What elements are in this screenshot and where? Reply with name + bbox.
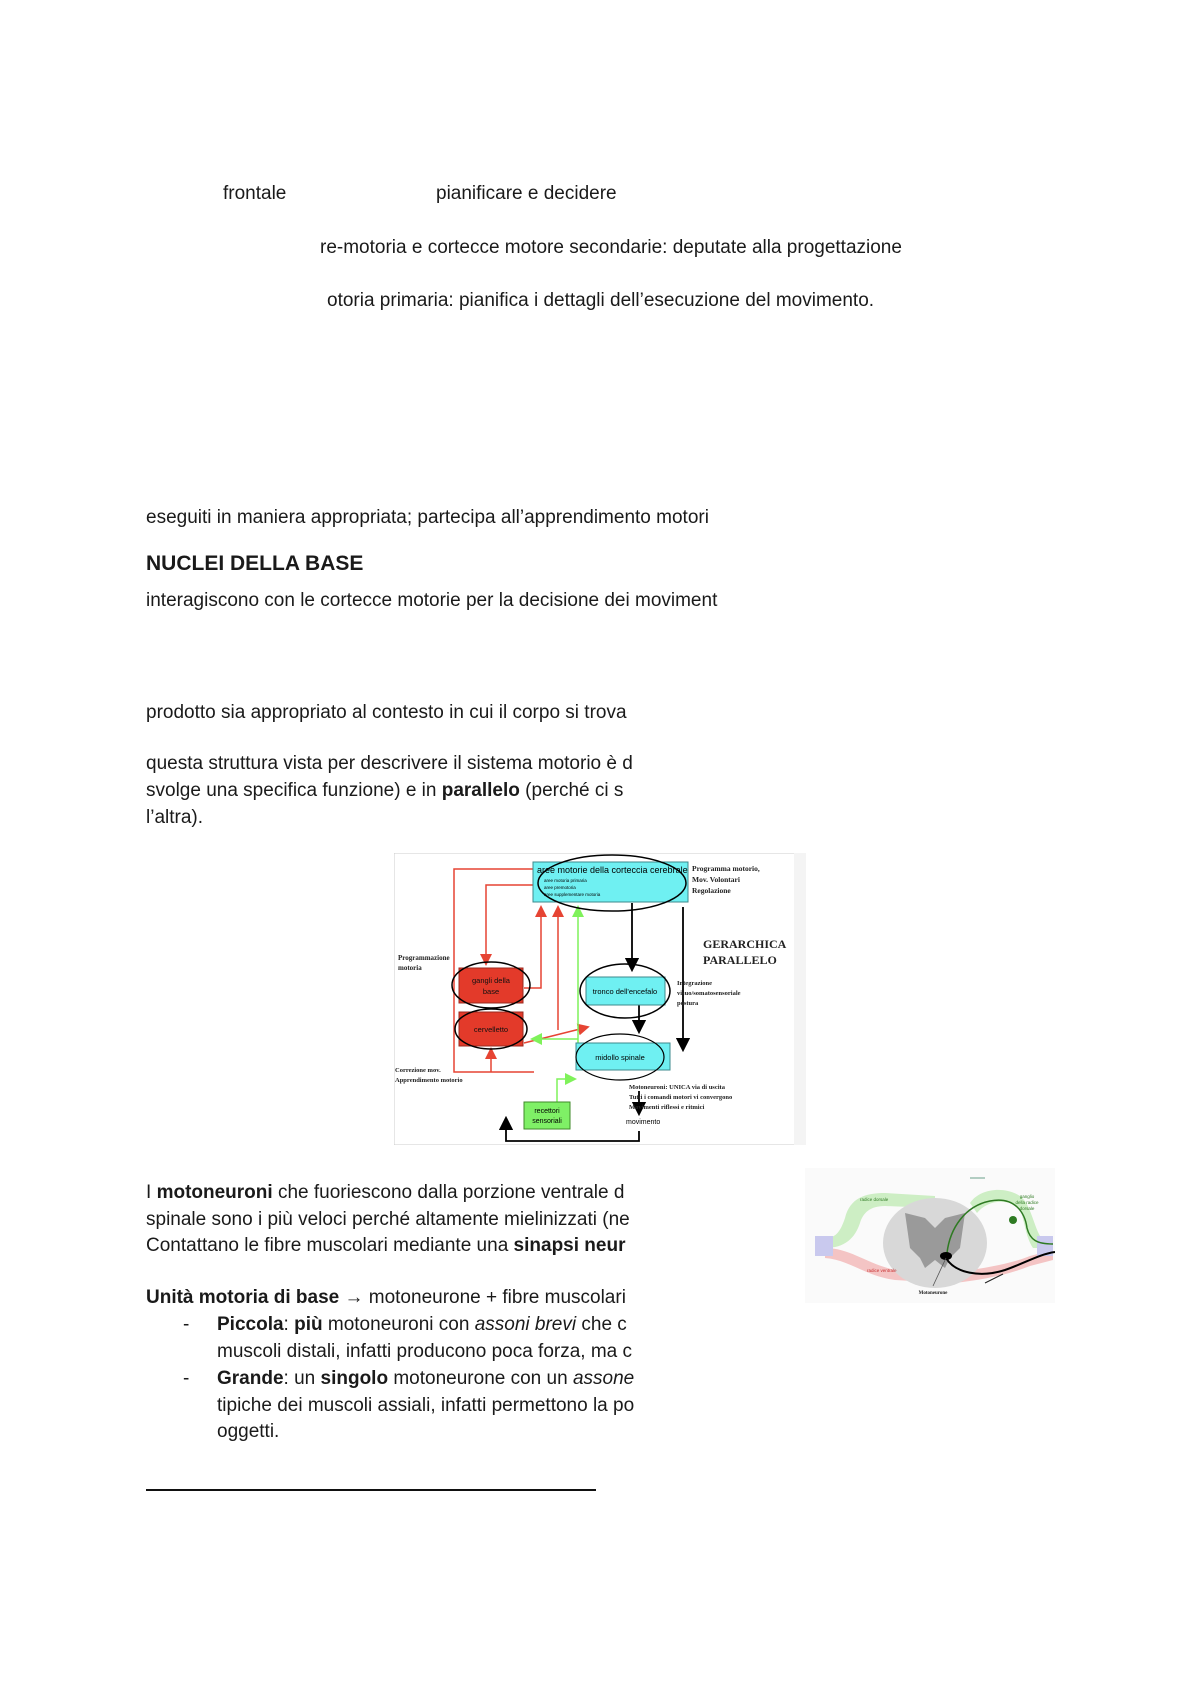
cortex-note-2: Mov. Volontari <box>692 875 740 884</box>
text-structure-line2 <box>146 777 623 804</box>
ganglion-label-3: dorsale <box>1019 1206 1035 1211</box>
cortex-item-3: aree supplementare motoria <box>544 892 601 897</box>
text-parallelo: parallelo <box>441 780 520 801</box>
ventral-root-label: radice ventrale <box>867 1268 897 1273</box>
bullet-small: - <box>183 1314 190 1335</box>
brainstem-note-2: visuo/somatosensoriale <box>677 990 741 997</box>
cortex-item-1: aree motoria primaria <box>544 878 587 883</box>
cortex-item-2: aree premotoria <box>544 885 576 890</box>
hierarchy-label-2: PARALLELO <box>703 953 777 967</box>
cortex-note-3: Regolazione <box>692 886 731 895</box>
text-mn-bold: motoneuroni <box>156 1182 273 1203</box>
motoneuron-note-3: Movimenti riflessi e ritmici <box>629 1104 705 1111</box>
text-large-italic: assone <box>572 1368 635 1389</box>
text-structure-pre: svolge una specifica funzione) e in <box>146 780 442 801</box>
ganglion-label-1: ganglio <box>1019 1194 1035 1199</box>
cortex-note-1: Programma motorio, <box>692 864 760 873</box>
text-pianificare: pianificare e decidere <box>436 183 617 204</box>
receptors-label-2: sensoriali <box>532 1118 562 1125</box>
text-motoneurons-line3 <box>146 1232 625 1259</box>
separator-line <box>146 1489 596 1491</box>
text-mn3-bold: sinapsi neur <box>513 1235 626 1256</box>
text-frontale: frontale <box>223 183 287 204</box>
motor-system-diagram <box>394 853 806 1145</box>
text-small-bold: più <box>294 1314 323 1335</box>
diagram-right-fade <box>794 853 806 1145</box>
cortex-title: aree motorie della corteccia cerebrale <box>537 865 688 875</box>
text-large-label: Grande <box>217 1368 284 1389</box>
text-large-line1 <box>217 1365 634 1392</box>
text-small-label: Piccola <box>217 1314 284 1335</box>
cerebellum-label: cervelletto <box>473 1025 509 1034</box>
dorsal-root-label: radice dorsale <box>860 1197 889 1202</box>
text-large-bold: singolo <box>320 1368 389 1389</box>
text-small-italic: assoni brevi <box>474 1314 577 1335</box>
motoneuron-label: Motoneurone <box>918 1291 948 1296</box>
movement-label: movimento <box>626 1119 661 1126</box>
text-small-mid: motoneuroni con <box>322 1314 475 1335</box>
heading-nuclei-della-base: NUCLEI DELLA BASE <box>146 552 364 575</box>
text-motoneurons-line2: spinale sono i più veloci perché altamente mielinizzati (ne <box>146 1209 630 1230</box>
basal-ganglia-label-2: base <box>482 987 500 996</box>
text-small-line1 <box>217 1311 627 1338</box>
prog-label-2: motoria <box>398 964 422 972</box>
text-structure-line3: l’altra). <box>146 807 204 828</box>
text-cerebellum-tail: eseguiti in maniera appropriata; partecipa all’apprendimento motori <box>146 507 709 528</box>
brainstem-label: tronco dell'encefalo <box>592 987 658 996</box>
ganglion-label-2: della radice <box>1015 1200 1039 1205</box>
basal-ganglia-box <box>459 968 523 1003</box>
text-mn-post: che fuoriescono dalla porzione ventrale d <box>272 1182 625 1203</box>
text-motor-unit-title <box>146 1284 626 1311</box>
text-small-colon: : <box>283 1314 295 1335</box>
prog-label-1: Programmazione <box>398 954 450 962</box>
hierarchy-label-1: GERARCHICA <box>703 937 787 951</box>
spinal-cord-label: midollo spinale <box>595 1053 645 1062</box>
text-motoria-primaria: otoria primaria: pianifica i dettagli dell’esecuzione del movimento. <box>327 290 875 311</box>
text-motoneurons-line1 <box>146 1179 624 1206</box>
text-motor-unit-bold: Unità motoria di base <box>146 1287 340 1308</box>
left-nerve-end <box>815 1236 833 1256</box>
text-small-end: che c <box>576 1314 627 1335</box>
brainstem-note-1: Integrazione <box>677 980 713 987</box>
receptors-label-1: recettori <box>534 1108 560 1115</box>
motoneuron-note-1: Motoneuroni: UNICA via di uscita <box>629 1084 725 1091</box>
text-nuclei-line1: interagiscono con le cortecce motorie per la decisione dei moviment <box>146 590 718 611</box>
brainstem-note-3: postura <box>677 1000 699 1007</box>
text-structure-line1: questa struttura vista per descrivere il sistema motorio è d <box>146 753 633 774</box>
motoneuron-note-2: Tutti i comandi motori vi convergono <box>629 1094 733 1101</box>
correction-label-2: Apprendimento motorio <box>395 1077 463 1084</box>
text-nuclei-line2: prodotto sia appropriato al contesto in cui il corpo si trova <box>146 702 627 723</box>
basal-ganglia-label-1: gangli della <box>472 976 510 985</box>
text-large-line3: oggetti. <box>217 1421 280 1442</box>
text-small-line2: muscoli distali, infatti producono poca forza, ma c <box>217 1341 633 1362</box>
text-large-line2: tipiche dei muscoli assiali, infatti permettono la po <box>217 1395 635 1416</box>
text-mn3-pre: Contattano le fibre muscolari mediante una <box>146 1235 514 1256</box>
text-large-mid2: motoneurone con un <box>388 1368 573 1389</box>
text-mn-pre: I <box>146 1182 157 1203</box>
bullet-large: - <box>183 1368 190 1389</box>
correction-label-1: Correzione mov. <box>395 1067 441 1074</box>
text-motor-unit-rest: → motoneurone + fibre muscolari <box>339 1287 626 1308</box>
text-large-mid1: : un <box>283 1368 321 1389</box>
spinal-cord-figure <box>805 1168 1055 1303</box>
text-premotoria: re-motoria e cortecce motore secondarie: deputate alla progettazione <box>320 237 902 258</box>
ganglion-cell <box>1009 1216 1017 1224</box>
text-structure-post: (perché ci s <box>519 780 624 801</box>
